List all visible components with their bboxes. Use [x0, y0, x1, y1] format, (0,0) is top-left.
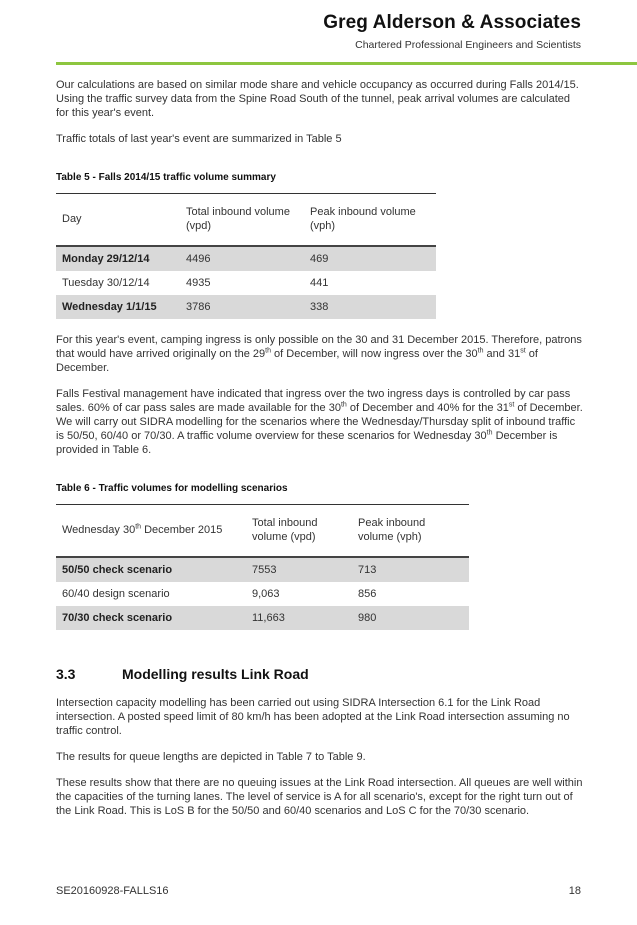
table5-header-day: Day	[62, 213, 82, 225]
table5-header-row	[56, 194, 436, 247]
table5-total: 4935	[186, 277, 211, 289]
table6-scenario: 60/40 design scenario	[62, 588, 170, 600]
page-number: 18	[568, 885, 581, 897]
table5-header-total: Total inbound volume (vpd)	[186, 206, 290, 232]
table6-header-total: Total inbound volume (vpd)	[252, 517, 318, 543]
page-header	[323, 12, 581, 51]
company-subtitle: Chartered Professional Engineers and Scientists	[355, 39, 581, 51]
table5	[56, 193, 436, 319]
header-rule	[56, 62, 637, 65]
results-paragraph: These results show that there are no queuing issues at the Link Road intersection. All queues are well within the capacities of the turning lanes. The level of service is A for all scenario's, except for the right turn out of the Link Road. This is LoS B for the 50/50 and 60/40 scenarios and LoS C for the 70/30 scenario.	[56, 777, 583, 817]
intro-table-ref: Traffic totals of last year's event are summarized in Table 5	[56, 133, 342, 145]
table6-scenario: 50/50 check scenario	[56, 557, 246, 582]
table6	[56, 504, 469, 630]
table5-day: Monday 29/12/14	[56, 246, 180, 271]
section-title: Modelling results Link Road	[122, 666, 309, 682]
table6-total: 11,663	[246, 606, 352, 630]
table5-peak: 338	[304, 295, 436, 319]
table6-header-row	[56, 505, 469, 558]
table5-peak: 469	[304, 246, 436, 271]
page-footer	[56, 885, 581, 897]
table6-total: 7553	[246, 557, 352, 582]
queue-paragraph: The results for queue lengths are depicted in Table 7 to Table 9.	[56, 751, 366, 763]
table5-caption: Table 5 - Falls 2014/15 traffic volume summary	[56, 172, 276, 183]
section-number: 3.3	[56, 666, 76, 682]
document-body	[56, 78, 584, 830]
document-id: SE20160928-FALLS16	[56, 885, 169, 897]
sidra-paragraph: Intersection capacity modelling has been carried out using SIDRA Intersection 6.1 for the Link Road intersection. A posted speed limit of 80 km/h has been adopted at the Link Road intersection assuming no traffic control.	[56, 697, 570, 737]
table5-header-peak: Peak inbound volume (vph)	[310, 206, 416, 232]
table-row	[56, 582, 469, 606]
intro-paragraph: Our calculations are based on similar mode share and vehicle occupancy as occurred during Falls 2014/15. Using the traffic survey data from the Spine Road South of the tunnel, peak arrival volumes are calculated for this year's event.	[56, 79, 579, 119]
table-row	[56, 246, 436, 271]
table5-day: Tuesday 30/12/14	[62, 277, 150, 289]
table5-total: 3786	[180, 295, 304, 319]
table6-total: 9,063	[252, 588, 280, 600]
table6-header-peak: Peak inbound volume (vph)	[358, 517, 426, 543]
table6-peak: 856	[358, 588, 377, 600]
car-pass-paragraph: Falls Festival management have indicated that ingress over the two ingress days is controlled by car pass sales. 60% of car pass sales are made available for the 30th of December and 40% for the 31st of December. We will carry out SIDRA modelling for the scenarios where the Wednesday/Thursday split of inbound traffic is 50/50, 60/40 or 70/30. A traffic volume overview for these scenarios for Wednesday 30th December is provided in Table 6.	[56, 388, 583, 456]
table-row	[56, 271, 436, 295]
table6-caption: Table 6 - Traffic volumes for modelling scenarios	[56, 483, 288, 494]
table6-peak: 980	[352, 606, 469, 630]
table5-peak: 441	[310, 277, 329, 289]
table5-day: Wednesday 1/1/15	[56, 295, 180, 319]
table-row	[56, 606, 469, 630]
table-row	[56, 295, 436, 319]
camping-paragraph: For this year's event, camping ingress is only possible on the 30 and 31 December 2015. Therefore, patrons that would have arrived originally on the 29th of December, will now ingress over the 30th and 31st of December.	[56, 334, 582, 374]
table5-total: 4496	[180, 246, 304, 271]
section-heading	[56, 666, 584, 682]
table-row	[56, 557, 469, 582]
table6-scenario: 70/30 check scenario	[56, 606, 246, 630]
company-name: Greg Alderson & Associates	[323, 12, 581, 33]
table6-peak: 713	[352, 557, 469, 582]
table6-header-scenario: Wednesday 30th December 2015	[62, 523, 223, 536]
